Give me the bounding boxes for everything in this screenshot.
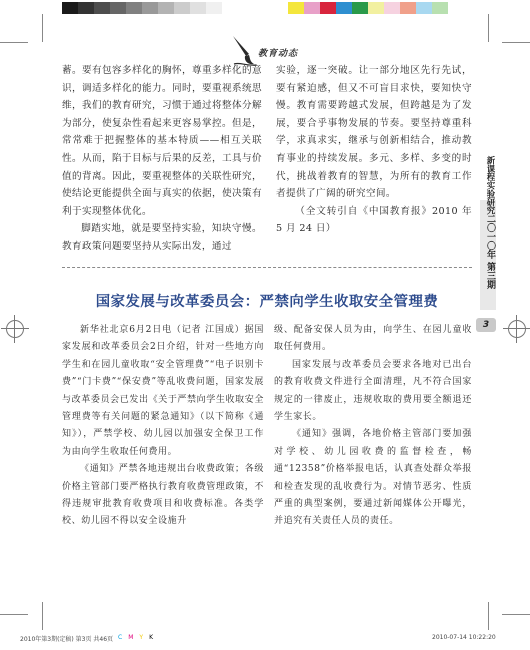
top-article-left-column (62, 62, 262, 256)
color-swatch (190, 2, 206, 14)
color-swatch (304, 2, 320, 14)
color-swatch (174, 2, 190, 14)
cmyk-labels (118, 634, 159, 641)
news-left-column (62, 322, 264, 531)
registration-color-bar (288, 2, 448, 14)
color-swatch (126, 2, 142, 14)
color-swatch (400, 2, 416, 14)
color-swatch (110, 2, 126, 14)
cmyk-label: M (128, 634, 134, 641)
color-swatch (288, 2, 304, 14)
color-swatch (432, 2, 448, 14)
color-swatch (336, 2, 352, 14)
paragraph: 国家发展与改革委员会要求各地对已出台的教育收费文件进行全面清理，凡不符合国家规定的一律废止，违规收取的费用要全额退还学生家长。 (274, 359, 472, 423)
paragraph: 新华社北京6月2日电（记者 江国成）据国家发展和改革委员会2日介绍，针对一些地方向学生和在园儿童收取“安全管理费”“电子识别卡费”“门卡费”“保安费”等乱收费问题，国家发展与改革委员会已发出《关于严禁向学生收取安全管理费等有关问题的紧急通知》（以下简称《通知》），严禁学校、幼儿园以加强安全保卫工作为由向学生收取任何费用。 (62, 325, 264, 457)
news-right-column (274, 322, 472, 531)
registration-target-icon (508, 320, 526, 338)
section-label: 教育动态 (258, 49, 299, 59)
cmyk-label: K (149, 634, 153, 641)
crop-mark (502, 42, 530, 43)
paragraph: 实验，逐一突破。让一部分地区先行先试，要有紧迫感，但又不可盲目求快，要知快守慢。教育需要跨越式发展，但跨越是为了发展，要合乎事物发展的节奏。要坚持尊重科学，求真求实，继承与创新相结合，推动教育事业的持续发展。多元、多样、多变的时代，挑战着教育的智慧，为所有的教育工作者提供了广阔的研究空间。 (276, 65, 472, 200)
crop-mark (488, 602, 489, 630)
color-swatch (384, 2, 400, 14)
news-headline: 国家发展与改革委员会：严禁向学生收取安全管理费 (95, 294, 439, 310)
crop-mark (42, 602, 43, 630)
paragraph: 蓄。要有包容多样化的胸怀，尊重多样化的意识，调适多样化的能力。同时，要重视系统思维，我们的教育研究，习惯于通过将整体分解为部分，使复杂性看起来更容易掌控。但是，常常难于把握整体的基本特质——相互关联性。从而，陷于目标与后果的反差，工具与价值的背离。因此，要重视整体的关联性研究，使结论更能提供全面与真实的依据，使决策有利于实现整体优化。 (62, 65, 262, 217)
crop-mark (0, 42, 28, 43)
color-swatch (78, 2, 94, 14)
crop-mark (488, 14, 489, 42)
top-article-right-column (276, 62, 472, 238)
color-swatch (206, 2, 222, 14)
paragraph: 《通知》严禁各地违规出台收费政策；各级价格主管部门要严格执行教育收费管理政策，不得违规审批教育收费项目和收费标准。各类学校、幼儿园不得以安全设施升 (62, 464, 264, 527)
color-swatch (142, 2, 158, 14)
cmyk-label: Y (139, 634, 144, 641)
registration-grayscale-bar (62, 2, 222, 14)
color-swatch (368, 2, 384, 14)
color-swatch (320, 2, 336, 14)
paragraph: （全文转引自《中国教育报》2010 年 5 月 24 日） (276, 205, 472, 235)
color-swatch (352, 2, 368, 14)
paragraph: 《通知》强调，各地价格主管部门要加强对学校、幼儿园收费的监督检查，畅通“12358”价格举报电话，认真查处群众举报和检查发现的乱收费行为。对情节恶劣、性质严重的典型案例，要通过新闻媒体公开曝光，并追究有关责任人员的责任。 (274, 429, 472, 527)
color-swatch (62, 2, 78, 14)
registration-target-icon (6, 320, 24, 338)
crop-mark (502, 614, 530, 615)
paragraph: 脚踏实地，就是要坚持实验，知块守慢。教育政策问题要坚持从实际出发，通过 (62, 223, 262, 252)
cmyk-label: C (118, 634, 123, 641)
issue-label: 二〇一〇年 第三期 (485, 214, 495, 290)
page-number: 3 (476, 318, 496, 332)
journal-title: 新课程实验研究 (486, 156, 496, 215)
print-footer-right: 2010-07-14 10:22:20 (432, 634, 496, 641)
color-swatch (94, 2, 110, 14)
color-swatch (158, 2, 174, 14)
print-footer-left: 2010年第3期(定稿) 第3页 共46页 (20, 636, 114, 643)
color-swatch (416, 2, 432, 14)
crop-mark (0, 614, 28, 615)
article-divider (62, 267, 472, 268)
crop-mark (42, 14, 43, 42)
paragraph: 级、配备安保人员为由，向学生、在园儿童收取任何费用。 (274, 325, 472, 353)
